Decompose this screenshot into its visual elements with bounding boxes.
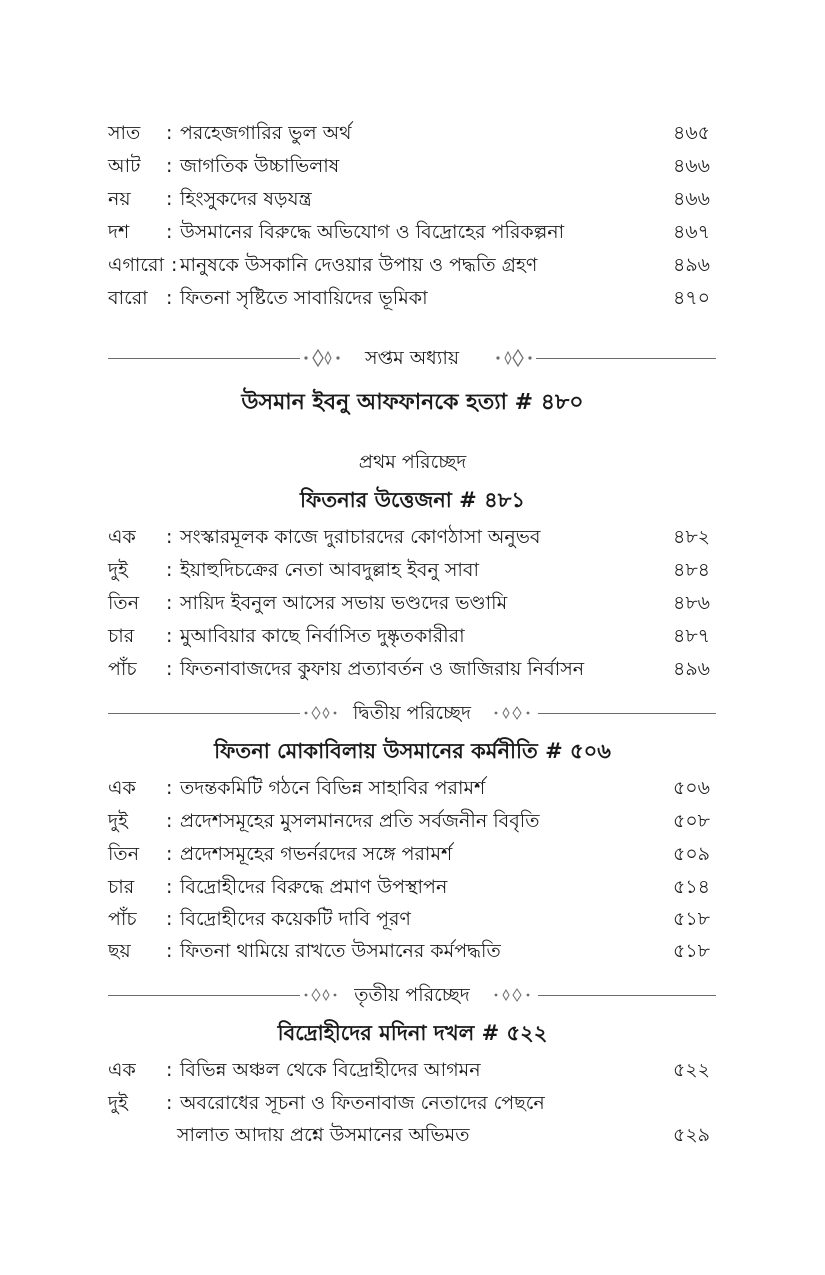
entry-colon: : — [166, 843, 173, 865]
toc-entry[interactable] — [108, 839, 710, 869]
section-title[interactable]: বিদ্রোহীদের মদিনা দখল # ৫২২ — [277, 1021, 548, 1045]
entry-colon: : — [166, 777, 173, 799]
entry-colon: : — [166, 221, 173, 243]
toc-entry[interactable] — [108, 936, 710, 966]
entry-title: বিভিন্ন অঞ্চল থেকে বিদ্রোহীদের আগমন — [180, 1059, 481, 1081]
toc-entry[interactable] — [108, 1088, 710, 1118]
entry-page: ৫২২ — [672, 1059, 710, 1081]
entry-title: প্রদেশসমূহের মুসলমানদের প্রতি সর্বজনীন বিবৃতি — [180, 810, 540, 832]
entry-title: বিদ্রোহীদের কয়েকটি দাবি পূরণ — [180, 908, 411, 930]
entry-colon: : — [166, 810, 173, 832]
entry-title: ফিতনা সৃষ্টিতে সাবায়িদের ভূমিকা — [180, 287, 428, 309]
entry-number: তিন — [108, 592, 140, 614]
chapter-title[interactable]: উসমান ইবনু আফফানকে হত্যা # ৪৮০ — [241, 390, 584, 415]
entry-number: এগারো — [108, 254, 165, 276]
section-title[interactable]: ফিতনা মোকাবিলায় উসমানের কর্মনীতি # ৫০৬ — [214, 739, 611, 763]
entry-number: তিন — [108, 843, 140, 865]
entry-page: ৫১৪ — [673, 876, 710, 898]
entry-colon: : — [166, 625, 173, 647]
entry-colon: : — [166, 526, 173, 548]
section-label: তৃতীয় পরিচ্ছেদ — [354, 984, 470, 1006]
entry-number: নয় — [108, 188, 131, 210]
entry-page: ৪৬৭ — [672, 221, 710, 243]
entry-colon: : — [166, 876, 173, 898]
entry-page: ৫১৮ — [673, 908, 710, 930]
entry-colon: : — [166, 287, 173, 309]
entry-colon: : — [166, 658, 173, 680]
entry-page: ৪৭০ — [672, 287, 710, 309]
entry-colon: : — [166, 155, 173, 177]
entry-title: অবরোধের সূচনা ও ফিতনাবাজ নেতাদের পেছনে — [180, 1092, 545, 1114]
entry-number: চার — [108, 876, 135, 898]
entry-page: ৫০৯ — [672, 843, 710, 865]
entry-title: তদন্তকমিটি গঠনে বিভিন্ন সাহাবির পরামর্শ — [180, 777, 486, 799]
entry-number: এক — [108, 777, 136, 799]
section-divider — [108, 984, 716, 1006]
entry-page: ৫২৯ — [672, 1124, 710, 1146]
toc-entry[interactable] — [108, 621, 710, 651]
entry-page: ৫১৮ — [673, 940, 710, 962]
entry-page: ৪৯৬ — [672, 658, 710, 680]
toc-entry[interactable] — [108, 522, 710, 552]
toc-entry[interactable] — [108, 151, 710, 181]
entry-title: ফিতনা থামিয়ে রাখতে উসমানের কর্মপদ্ধতি — [180, 940, 501, 962]
entry-number: আট — [108, 155, 141, 177]
entry-page: ৪৮৪ — [673, 559, 710, 581]
toc-entry[interactable] — [108, 118, 710, 148]
entry-colon: : — [166, 1092, 173, 1114]
toc-entry[interactable] — [108, 773, 710, 803]
entry-title: সায়িদ ইবনুল আসের সভায় ভণ্ডদের ভণ্ডামি — [180, 592, 508, 614]
entry-title: ফিতনাবাজদের কুফায় প্রত্যাবর্তন ও জাজিরায় নির্বাসন — [180, 658, 585, 680]
entry-number: দশ — [108, 221, 130, 243]
toc-entry[interactable] — [108, 588, 710, 618]
entry-number: দুই — [108, 559, 128, 581]
entry-title: সংস্কারমূলক কাজে দুরাচারদের কোণঠাসা অনুভব — [180, 526, 541, 548]
entry-title: পরহেজগারির ভুল অর্থ — [180, 122, 352, 144]
section-label: দ্বিতীয় পরিচ্ছেদ — [352, 702, 472, 724]
entry-number: বারো — [108, 287, 148, 309]
toc-entry[interactable] — [108, 250, 710, 280]
entry-page: ৪৬৬ — [672, 188, 710, 210]
toc-entry[interactable] — [108, 184, 710, 214]
toc-entry[interactable] — [108, 555, 710, 585]
entry-title: জাগতিক উচ্চাভিলাষ — [180, 155, 340, 177]
toc-entry[interactable] — [108, 1055, 710, 1085]
entry-title: উসমানের বিরুদ্ধে অভিযোগ ও বিদ্রোহের পরিকল্পনা — [180, 221, 565, 243]
chapter-label: সপ্তম অধ্যায় — [364, 347, 460, 369]
entry-page: ৪৮২ — [672, 526, 710, 548]
entry-colon: : — [171, 254, 178, 276]
entry-page: ৪৬৫ — [672, 122, 710, 144]
entry-colon: : — [166, 908, 173, 930]
entry-number: চার — [108, 625, 135, 647]
entry-number: এক — [108, 526, 136, 548]
entry-colon: : — [166, 122, 173, 144]
toc-entry[interactable] — [108, 217, 710, 247]
entry-title-continued[interactable]: সালাত আদায় প্রশ্নে উসমানের অভিমত — [177, 1124, 470, 1146]
entry-page: ৫০৮ — [672, 810, 710, 832]
toc-entry[interactable] — [108, 654, 710, 684]
entry-title: প্রদেশসমূহের গভর্নরদের সঙ্গে পরামর্শ — [180, 843, 453, 865]
entry-title: হিংসুকদের ষড়যন্ত্র — [180, 188, 312, 210]
entry-page: ৪৮৬ — [672, 592, 710, 614]
entry-title: ইয়াহুদিচক্রের নেতা আবদুল্লাহ ইবনু সাবা — [180, 559, 480, 581]
entry-title: মুআবিয়ার কাছে নির্বাসিত দুষ্কৃতকারীরা — [180, 625, 465, 647]
entry-colon: : — [166, 940, 173, 962]
toc-entry[interactable] — [108, 806, 710, 836]
section-title[interactable]: ফিতনার উত্তেজনা # ৪৮১ — [300, 488, 525, 512]
entry-page: ৪৬৬ — [672, 155, 710, 177]
entry-number: এক — [108, 1059, 136, 1081]
entry-page: ৪৯৬ — [672, 254, 710, 276]
entry-colon: : — [166, 559, 173, 581]
entry-colon: : — [166, 1059, 173, 1081]
entry-colon: : — [166, 592, 173, 614]
entry-number: ছয় — [108, 940, 131, 962]
entry-number: পাঁচ — [108, 908, 137, 930]
entry-number: দুই — [108, 810, 128, 832]
entry-page: ৫০৬ — [672, 777, 710, 799]
section-divider — [108, 702, 716, 724]
toc-entry[interactable] — [108, 904, 710, 934]
entry-title: বিদ্রোহীদের বিরুদ্ধে প্রমাণ উপস্থাপন — [180, 876, 448, 898]
entry-number: পাঁচ — [108, 658, 137, 680]
entry-title: মানুষকে উসকানি দেওয়ার উপায় ও পদ্ধতি গ্রহণ — [180, 254, 538, 276]
section-label: প্রথম পরিচ্ছেদ — [358, 451, 467, 473]
entry-page: ৪৮৭ — [672, 625, 710, 647]
toc-entry[interactable] — [108, 283, 710, 313]
entry-number: দুই — [108, 1092, 128, 1114]
chapter-divider — [108, 347, 716, 369]
toc-entry[interactable] — [108, 872, 710, 902]
entry-colon: : — [166, 188, 173, 210]
entry-number: সাত — [108, 122, 141, 144]
